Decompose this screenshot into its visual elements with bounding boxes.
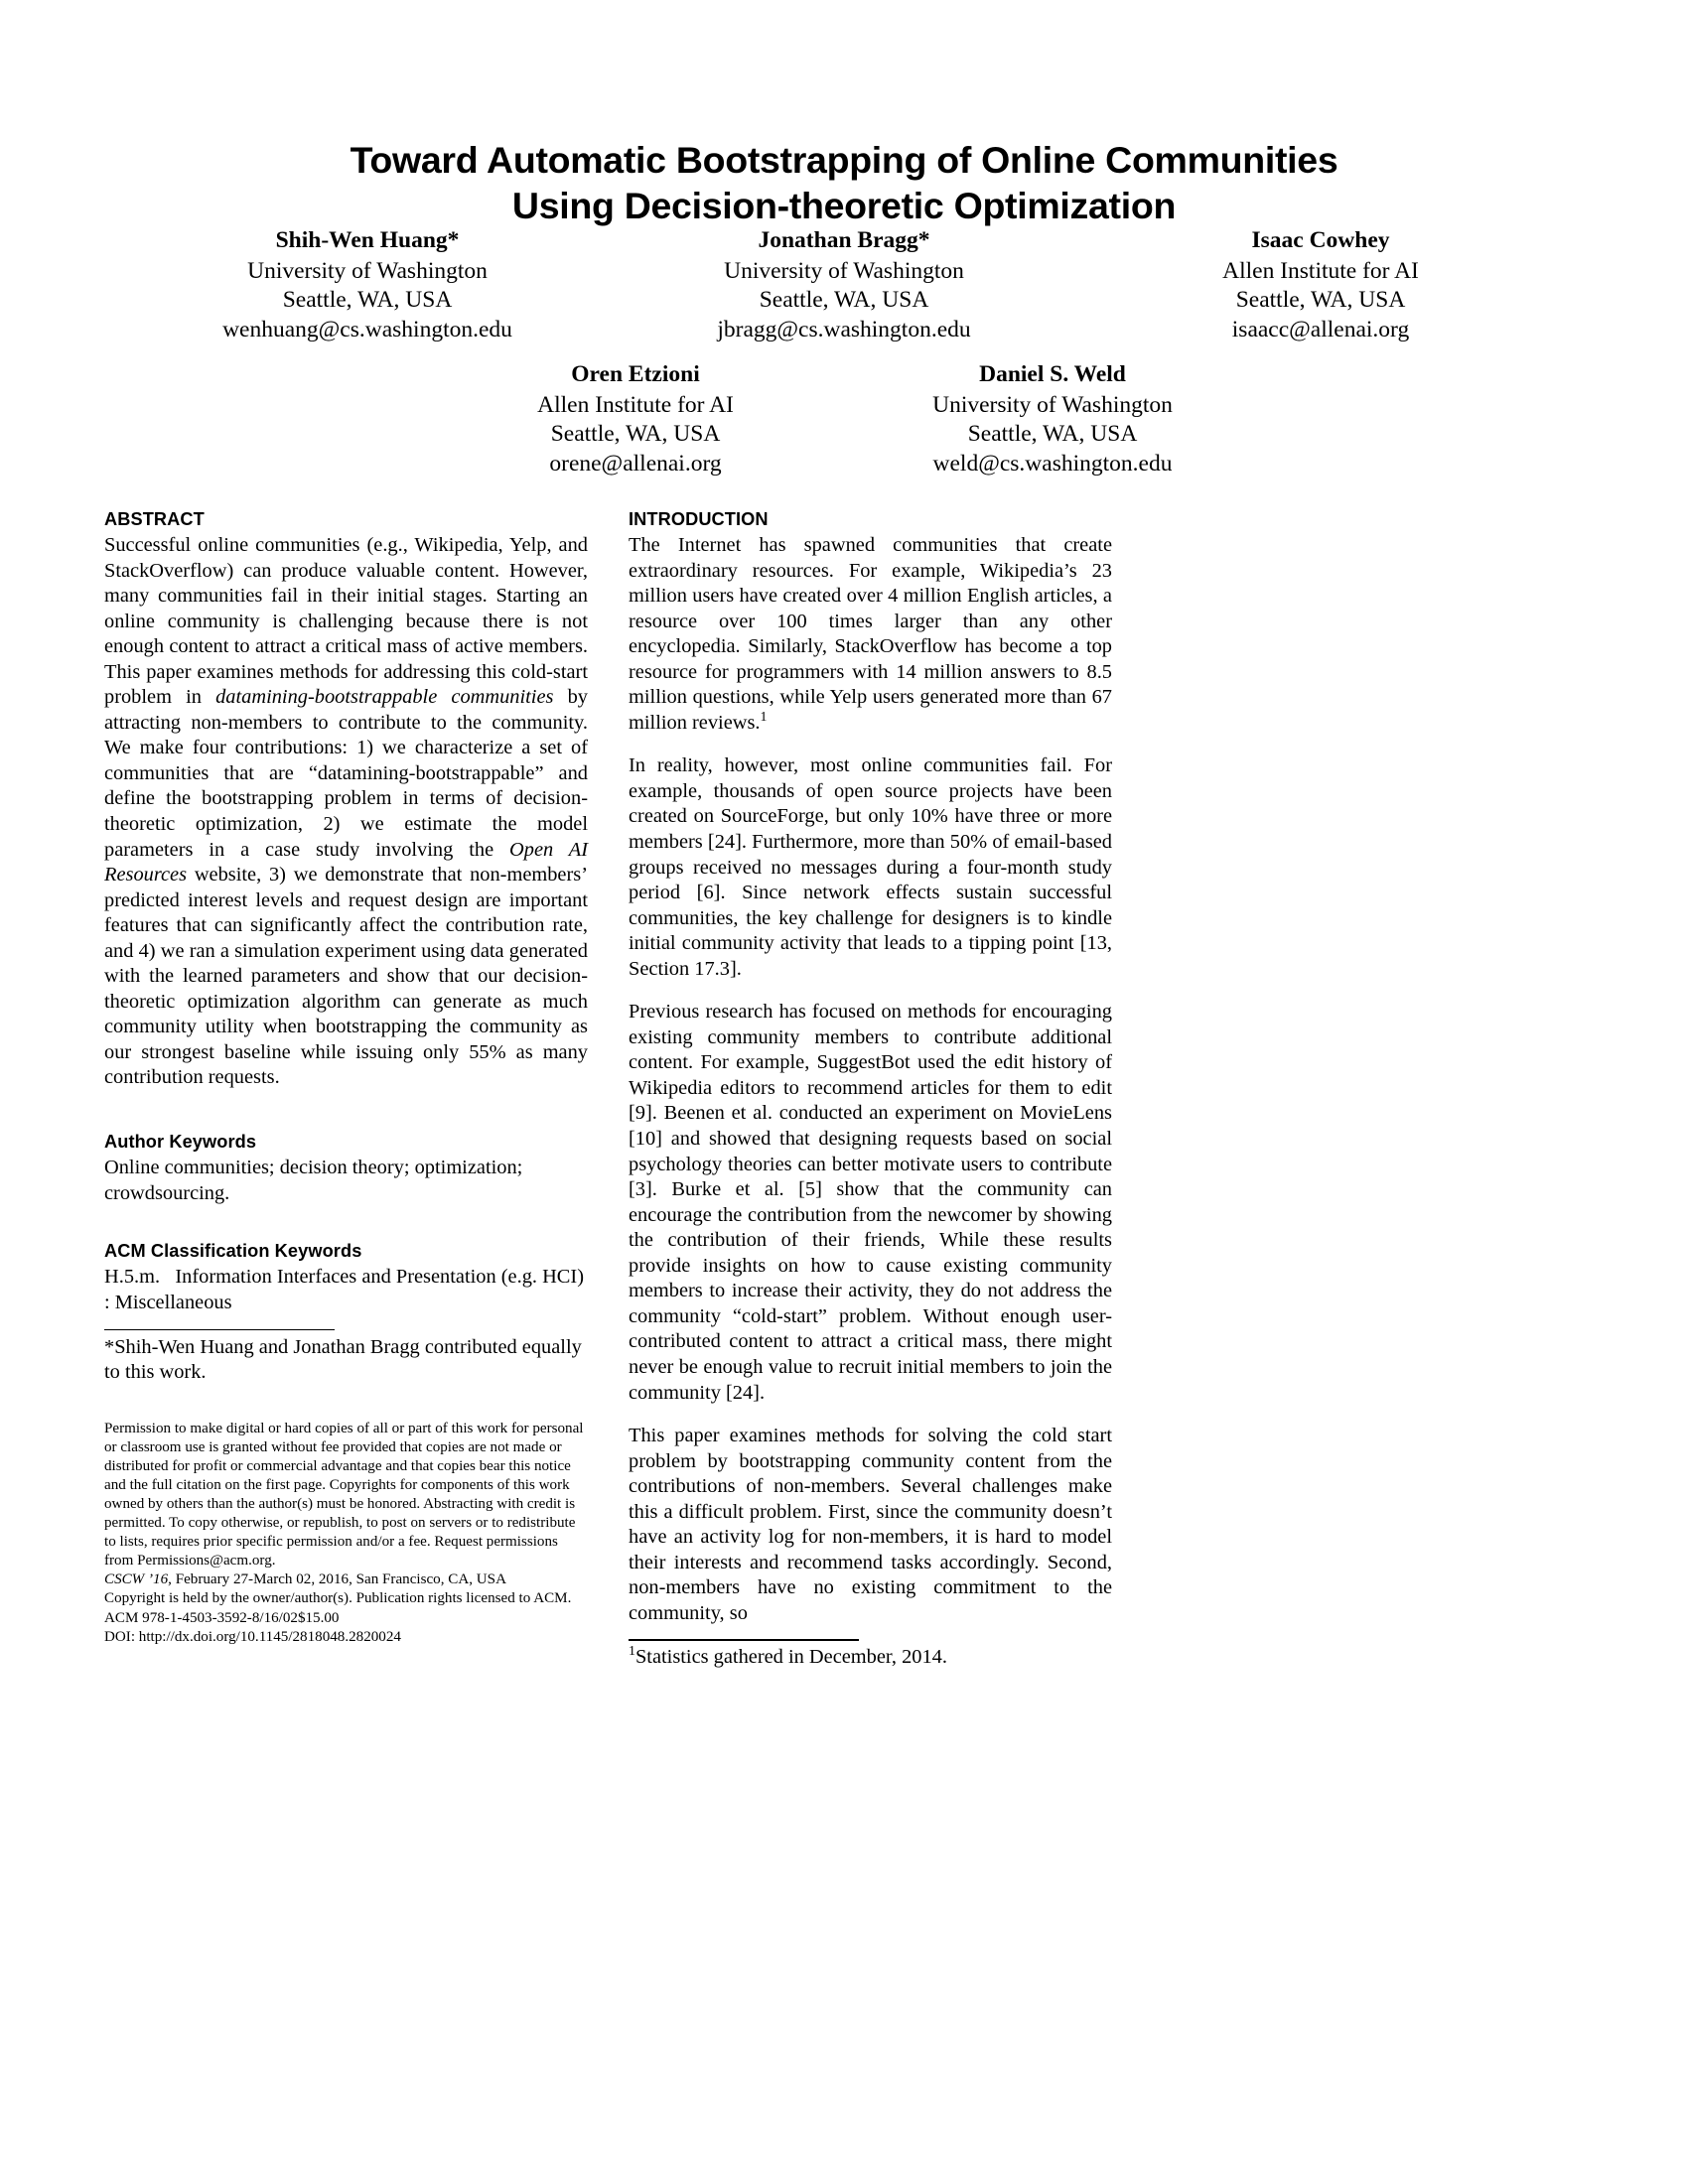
author-keywords-text: Online communities; decision theory; optimization; crowdsourcing. [104,1157,523,1204]
author-location: Seattle, WA, USA [550,421,721,447]
author-name: Daniel S. Weld [979,361,1126,387]
copyright-venue [104,1570,588,1589]
author-block [606,226,1082,344]
acm-keywords-heading: ACM Classification Keywords [104,1241,362,1262]
author-email: jbragg@cs.washington.edu [717,316,971,342]
spacer [104,1386,588,1420]
spacer [104,1206,588,1240]
author-row-primary [129,226,1559,344]
venue-details: , February 27-March 02, 2016, San Francisco, CA, USA [168,1571,506,1588]
page-title [129,137,1559,228]
author-name: Jonathan Bragg* [758,227,930,253]
author-block [1082,226,1559,344]
title-line-1: Toward Automatic Bootstrapping of Online Communities [350,139,1338,181]
acm-keywords-text: H.5.m. Information Interfaces and Presentation (e.g. HCI) : Miscellaneous [104,1266,584,1313]
author-email: isaacc@allenai.org [1231,316,1410,342]
introduction-paragraph-2: In reality, however, most online communities fail. For example, thousands of open source projects have been created on SourceForge, but only 10% have three or more members [24]. Furthermore, more than 50% of email-based groups received no messages during a four-month study period [6]. Since network effects sustain successful communities, the key challenge for designers is to kindle initial community activity that leads to a tipping point [13, Section 17.3]. [629,754,1112,980]
title-line-2: Using Decision-theoretic Optimization [511,185,1177,226]
copyright-permission: Permission to make digital or hard copies of all or part of this work for personal or classroom use is granted without fee provided that copies are not made or distributed for profit or commercial advantage and that copies bear this notice and the full citation on the first page. Copyrights for components of this work owned by others than the author(s) must be honored. Abstracting with credit is permitted. To copy otherwise, or republish, to post on servers or to redistribute to lists, requires prior specific permission and/or a fee. Request permissions from Permissions@acm.org. [104,1420,584,1570]
right-column [629,508,1112,1670]
introduction-paragraph-1 [629,533,1112,736]
author-location: Seattle, WA, USA [282,287,453,313]
author-affiliation: University of Washington [932,391,1173,418]
author-name: Oren Etzioni [571,361,700,387]
intro-p1-text: The Internet has spawned communities that create extraordinary resources. For example, Wikipedia’s 23 million users have created over 4 million English articles, a resource over 100 times larger than any other encyclopedia. Similarly, StackOverflow has become a top resource for programmers with 14 million answers to 8.5 million questions, while Yelp users generated more than 67 million reviews. [629,534,1112,734]
author-location: Seattle, WA, USA [967,421,1138,447]
author-email: wenhuang@cs.washington.edu [222,316,512,342]
footnote-text: Statistics gathered in December, 2014. [634,1645,947,1668]
abstract-part-1: Successful online communities (e.g., Wikipedia, Yelp, and StackOverflow) can produce valuable content. However, many communities fail in their initial stages. Starting an online community is challenging because there is not enough content to attract a critical mass of active members. This paper examines methods for addressing this cold-start problem in [104,534,588,709]
abstract-heading: ABSTRACT [104,509,205,529]
statistics-footnote [629,1645,1112,1670]
abstract-italic-1: datamining-bootstrappable communities [215,686,554,709]
author-email: weld@cs.washington.edu [932,450,1173,477]
author-row-secondary [129,360,1559,478]
introduction-heading: INTRODUCTION [629,509,769,529]
author-email: orene@allenai.org [549,450,722,477]
author-block [129,226,606,344]
introduction-paragraph-4: This paper examines methods for solving the cold start problem by bootstrapping community content from the contributions of non-members. Several challenges make this a difficult problem. First, since the community doesn’t have an activity log for non-members, it is hard to model their interests and recommend tasks accordingly. Second, non-members have no existing commitment to the community, so [629,1425,1112,1624]
author-affiliation: University of Washington [247,257,488,284]
footnote-rule [629,1639,859,1640]
author-affiliation: University of Washington [724,257,964,284]
author-affiliation: Allen Institute for AI [537,391,734,418]
author-block [874,360,1231,478]
author-name: Shih-Wen Huang* [275,227,460,253]
copyright-isbn: ACM 978-1-4503-3592-8/16/02$15.00 [104,1609,340,1626]
author-name: Isaac Cowhey [1251,227,1390,253]
abstract-italic-2: Open AI Resources [104,838,588,887]
abstract-part-3: website, 3) we demonstrate that non-members’ predicted interest levels and request design are important features that can significantly affect the contribution rate, and 4) we ran a simulation experiment using data generated with the learned parameters and show that our decision-theoretic optimization algorithm can generate as much community utility when bootstrapping the community as our strongest baseline while issuing only 55% as many contribution requests. [104,864,588,1089]
equal-contribution-footnote: *Shih-Wen Huang and Jonathan Bragg contributed equally to this work. [104,1336,582,1384]
author-keywords-heading: Author Keywords [104,1132,257,1153]
author-location: Seattle, WA, USA [759,287,929,313]
footnote-rule [104,1329,335,1330]
author-location: Seattle, WA, USA [1235,287,1406,313]
author-block [457,360,814,478]
spacer [104,1091,588,1131]
left-column [104,508,588,1647]
footnote-marker: 1 [629,1644,635,1660]
footnote-marker-1: 1 [760,710,768,726]
introduction-paragraph-3: Previous research has focused on methods for encouraging existing community members to contribute additional content. For example, SuggestBot used the edit history of Wikipedia editors to recommend articles for them to edit [9]. Beenen et al. conducted an experiment on MovieLens [10] and showed that designing requests based on social psychology theories can better motivate users to contribute [3]. Burke et al. [5] show that the community can encourage the contribution from the newcomer by showing the contribution of their friends, While these results provide insights on how to cause existing community members to increase their activity, they do not address the community “cold-start” problem. Without enough user-contributed content to attract a critical mass, there might never be enough value to recruit initial members to join the community [24]. [629,1001,1112,1404]
abstract-part-2: by attracting non-members to contribute to the community. We make four contributions: 1) we characterize a set of communities that are “datamining-bootstrappable” and define the bootstrapping problem in terms of decision-theoretic optimization, 2) we estimate the model parameters in a case study involving the [104,686,588,861]
venue-name: CSCW ’16 [104,1571,169,1588]
author-affiliation: Allen Institute for AI [1222,257,1419,284]
abstract-text [104,533,588,1091]
copyright-doi[interactable]: DOI: http://dx.doi.org/10.1145/2818048.2820024 [104,1628,401,1645]
copyright-rights: Copyright is held by the owner/author(s). Publication rights licensed to ACM. [104,1590,572,1607]
